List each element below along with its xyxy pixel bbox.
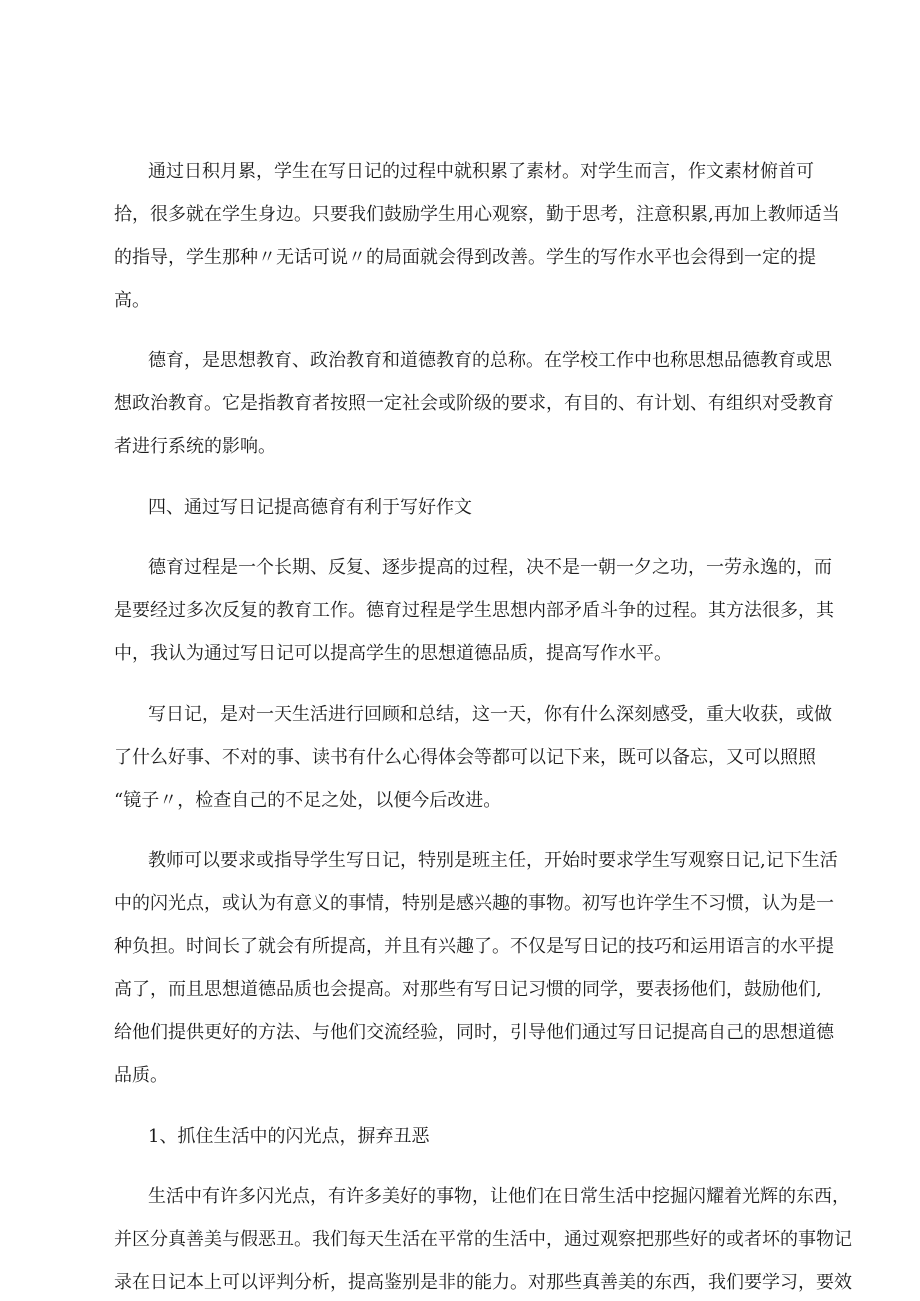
- paragraph-line: 了什么好事、不对的事、读书有什么心得体会等都可以记下来，既可以备忘，又可以照照: [114, 747, 816, 768]
- paragraph-line: 并区分真善美与假恶丑。我们每天生活在平常的生活中，通过观察把那些好的或者坏的事物记: [114, 1229, 852, 1250]
- paragraph-line: 生活中有许多闪光点，有许多美好的事物，让他们在日常生活中挖掘闪耀着光辉的东西，: [148, 1186, 850, 1207]
- paragraph-line: 写日记，是对一天生活进行回顾和总结，这一天，你有什么深刻感受，重大收获，或做: [148, 704, 832, 725]
- paragraph-line: 给他们提供更好的方法、与他们交流经验，同时，引导他们通过写日记提高自己的思想道德: [114, 1022, 834, 1043]
- paragraph-line: 德育过程是一个长期、反复、逐步提高的过程，决不是一朝一夕之功，一劳永逸的，而: [148, 557, 832, 578]
- paragraph-line: 高了，而且思想道德品质也会提高。对那些有写日记习惯的同学，要表扬他们，鼓励他们,: [114, 979, 822, 1000]
- paragraph-line: 是要经过多次反复的教育工作。德育过程是学生思想内部矛盾斗争的过程。其方法很多，其: [114, 600, 834, 621]
- paragraph-line: 想政治教育。它是指教育者按照一定社会或阶级的要求，有目的、有计划、有组织对受教育: [114, 393, 834, 414]
- paragraph-line: 德育，是思想教育、政治教育和道德教育的总称。在学校工作中也称思想品德教育或思: [148, 350, 832, 371]
- paragraph-line: 通过日积月累，学生在写日记的过程中就积累了素材。对学生而言，作文素材俯首可: [148, 161, 814, 182]
- section-heading: 四、通过写日记提高德育有利于写好作文: [148, 497, 472, 518]
- paragraph-line: 录在日记本上可以评判分析，提高鉴别是非的能力。对那些真善美的东西，我们要学习，要效: [114, 1272, 852, 1293]
- paragraph-line: 种负担。时间长了就会有所提高，并且有兴趣了。不仅是写日记的技巧和运用语言的水平提: [114, 936, 834, 957]
- paragraph-line: 高。: [114, 290, 150, 311]
- paragraph-line: 教师可以要求或指导学生写日记，特别是班主任，开始时要求学生写观察日记,记下生活: [148, 850, 838, 871]
- paragraph-line: “镜子〃，检查自己的不足之处，以便今后改进。: [114, 790, 502, 811]
- paragraph-line: 品质。: [114, 1065, 168, 1086]
- paragraph-line: 中的闪光点，或认为有意义的事情，特别是感兴趣的事物。初写也许学生不习惯，认为是一: [114, 893, 834, 914]
- paragraph-line: 中，我认为通过写日记可以提高学生的思想道德品质，提高写作水平。: [114, 643, 672, 664]
- paragraph-line: 拾，很多就在学生身边。只要我们鼓励学生用心观察，勤于思考，注意积累,再加上教师适当: [114, 204, 840, 225]
- paragraph-line: 的指导，学生那种〃无话可说〃的局面就会得到改善。学生的写作水平也会得到一定的提: [114, 247, 816, 268]
- paragraph-line: 者进行系统的影响。: [114, 436, 276, 457]
- section-heading: 1、抓住生活中的闪光点，摒弃丑恶: [148, 1126, 430, 1147]
